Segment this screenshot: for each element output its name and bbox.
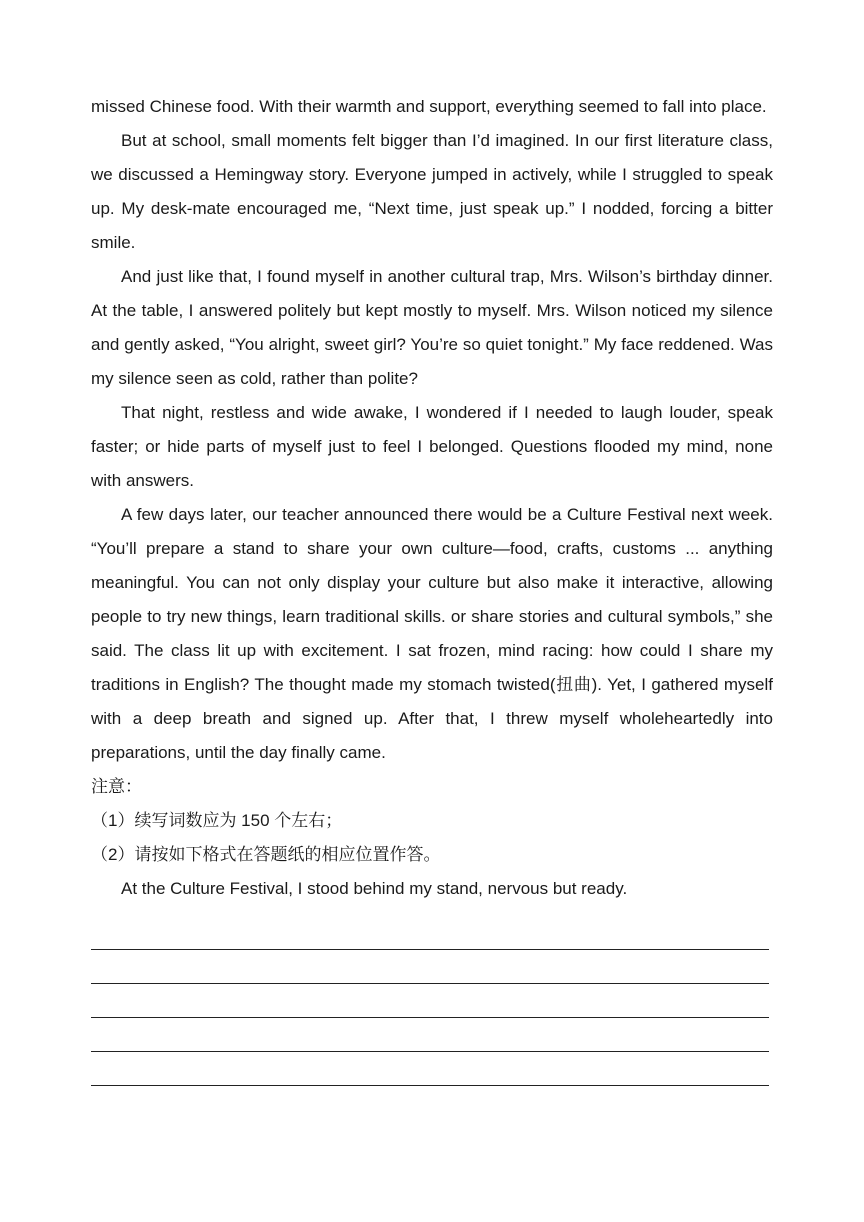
- paragraph-that-night: That night, restless and wide awake, I wondered if I needed to laugh louder, speak faster; or hide parts of myself just to feel I belonged. Questions flooded my mind, none with answers.: [91, 403, 773, 490]
- note-item-1: （1）续写词数应为 150 个左右；: [91, 811, 343, 830]
- paragraph-birthday-dinner: And just like that, I found myself in another cultural trap, Mrs. Wilson’s birthday dinner. At the table, I answered politely but kept mostly to myself. Mrs. Wilson noticed my silence and gently asked, “You alright, sweet girl? You’re so quiet tonight.” My face reddened. Was my silence seen as cold, rather than polite?: [91, 267, 773, 388]
- paragraph-continuation: missed Chinese food. With their warmth and support, everything seemed to fall into place.: [91, 97, 767, 116]
- paragraph-culture-festival: A few days later, our teacher announced there would be a Culture Festival next week. “You’ll prepare a stand to share your own culture—food, crafts, customs ... anything meaningful. You can not only display your culture but also make it interactive, allowing people to try new things, learn traditional skills. or share stories and cultural symbols,” she said. The class lit up with excitement. I sat frozen, mind racing: how could I share my traditions in English? The thought made my stomach twisted(扭曲). Yet, I gathered myself with a deep breath and signed up. After that, I threw myself wholeheartedly into preparations, until the day finally came.: [91, 505, 773, 762]
- document-page: [91, 90, 773, 1086]
- answer-lines: [91, 916, 773, 1086]
- answer-line[interactable]: [91, 916, 769, 950]
- answer-line[interactable]: [91, 950, 769, 984]
- answer-line[interactable]: [91, 984, 769, 1018]
- answer-line[interactable]: [91, 1052, 769, 1086]
- answer-line[interactable]: [91, 1018, 769, 1052]
- note-item-2: （2）请按如下格式在答题纸的相应位置作答。: [91, 845, 441, 864]
- paragraph-school: But at school, small moments felt bigger than I’d imagined. In our first literature class, we discussed a Hemingway story. Everyone jumped in actively, while I struggled to speak up. My desk-mate encouraged me, “Next time, just speak up.” I nodded, forcing a bitter smile.: [91, 131, 773, 252]
- notes-heading: 注意：: [91, 777, 142, 796]
- prompt-sentence: At the Culture Festival, I stood behind my stand, nervous but ready.: [121, 879, 628, 898]
